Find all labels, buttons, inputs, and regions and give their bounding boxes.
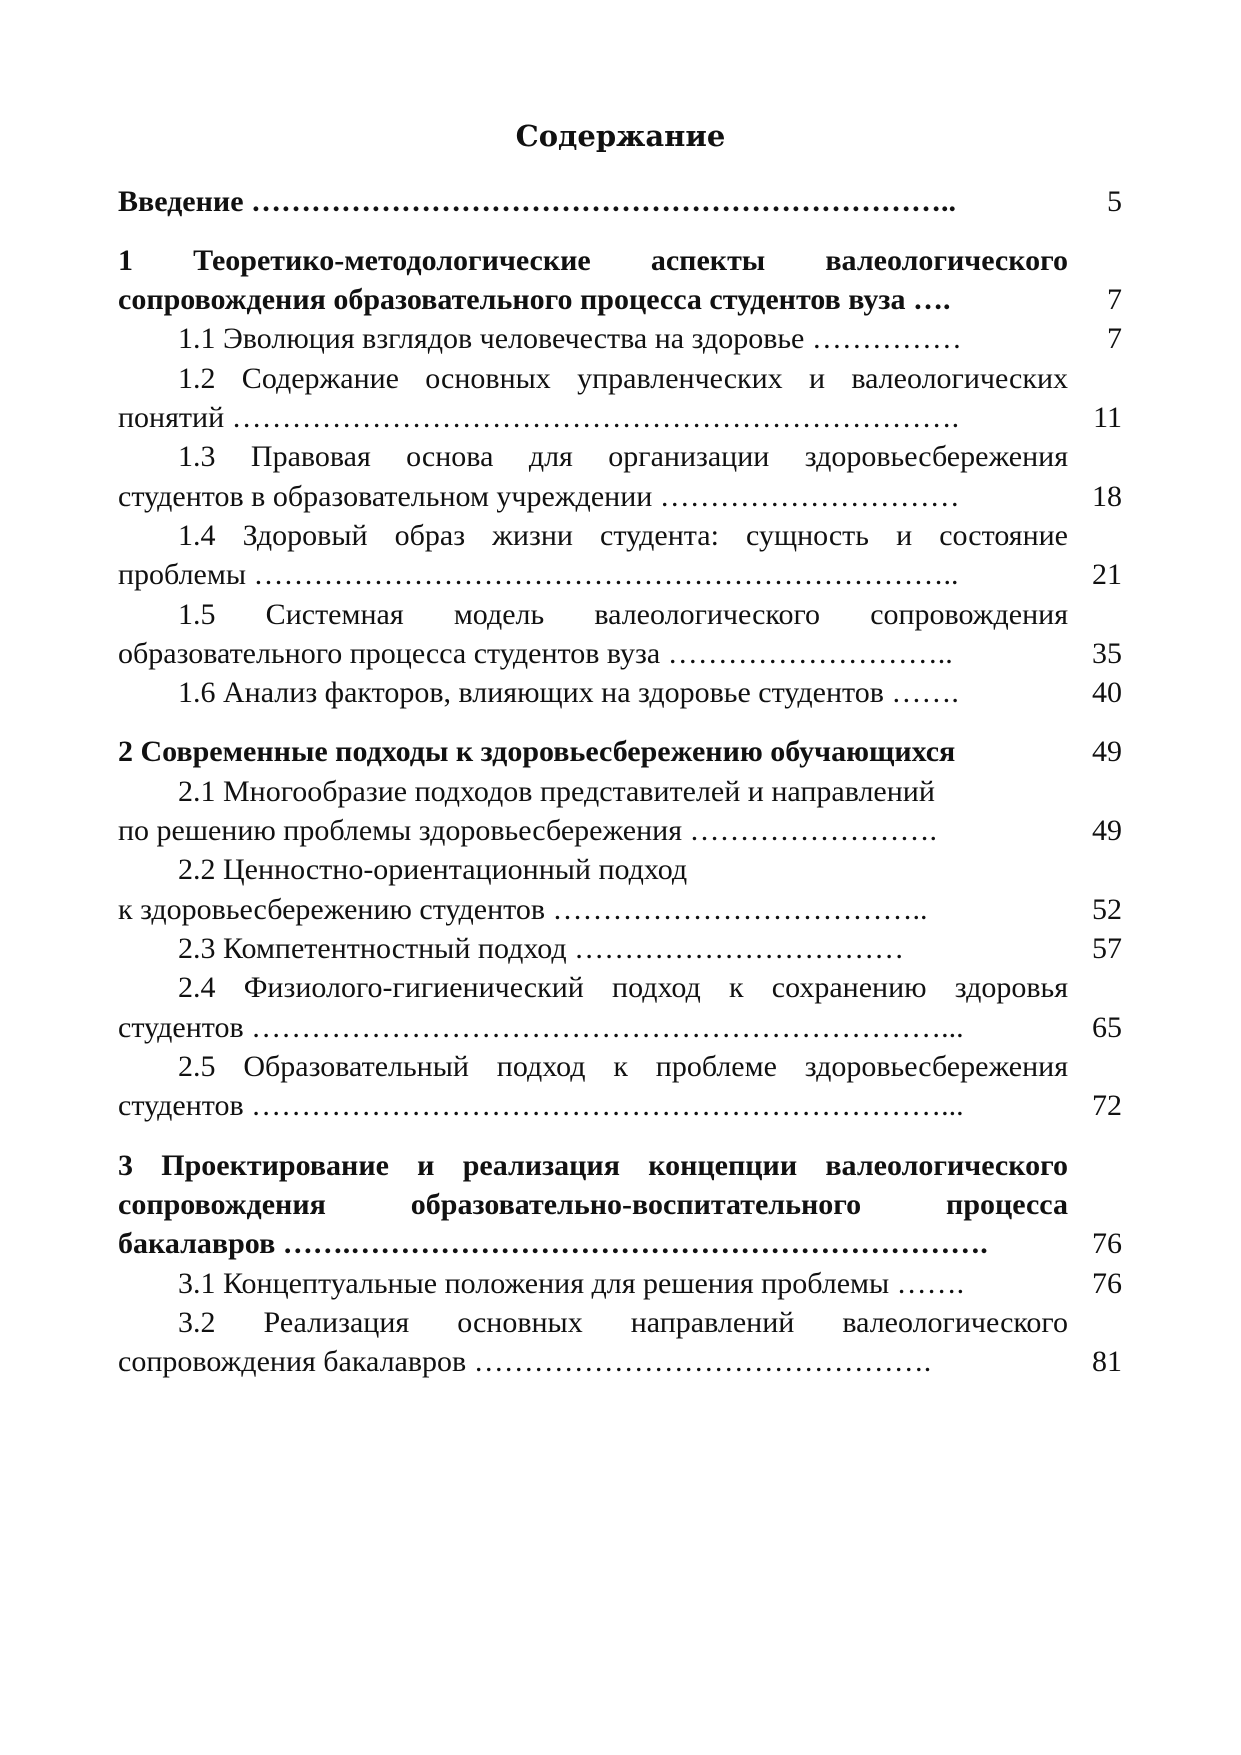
toc-page-number: 81 [1092, 1345, 1122, 1378]
toc-page-number: 49 [1092, 735, 1122, 768]
toc-entry-2-4-cont: студентов ……………………………………………………………... [118, 1011, 964, 1044]
toc-entry-chapter-3-cont: сопровождения образовательно-воспитательного процесса [118, 1188, 1068, 1221]
page-title: Содержание [515, 119, 726, 153]
toc-page-number: 57 [1092, 932, 1122, 965]
toc-entry-1-4-cont: проблемы …………………………………………………………….. [118, 558, 959, 591]
toc-entry-1-2: 1.2 Содержание основных управленческих и валеологических [178, 362, 1068, 395]
toc-page-number: 40 [1092, 676, 1122, 709]
toc-entry-1-6: 1.6 Анализ факторов, влияющих на здоровье студентов ……. [178, 676, 959, 709]
toc-entry-1-5-cont: образовательного процесса студентов вуза ……………………….. [118, 637, 953, 670]
toc-entry-chapter-2: 2 Современные подходы к здоровьесбережению обучающихся [118, 735, 956, 768]
toc-entry-1-4: 1.4 Здоровый образ жизни студента: сущность и состояние [178, 519, 1068, 552]
toc-page-number: 35 [1092, 637, 1122, 670]
toc-entry-2-2-cont: к здоровьесбережению студентов ……………………………….. [118, 893, 928, 926]
toc-page-number: 72 [1092, 1089, 1122, 1122]
toc-page-number: 5 [1107, 185, 1122, 218]
toc-entry-2-3: 2.3 Компетентностный подход …………………………… [178, 932, 905, 965]
toc-entry-2-1-cont: по решению проблемы здоровьесбережения ……………………. [118, 814, 938, 847]
toc-page-number: 76 [1092, 1267, 1122, 1300]
toc-entry-chapter-1: 1 Теоретико-методологические аспекты валеологического [118, 244, 1068, 277]
toc-page-number: 52 [1092, 893, 1122, 926]
toc-entry-1-1: 1.1 Эволюция взглядов человечества на здоровье …………… [178, 322, 962, 355]
toc-page-number: 18 [1092, 480, 1122, 513]
toc-entry-2-4: 2.4 Физиолого-гигиенический подход к сохранению здоровья [178, 971, 1068, 1004]
toc-entry-1-3-cont: студентов в образовательном учреждении ………………………… [118, 480, 960, 513]
toc-entry-chapter-1-cont: сопровождения образовательного процесса студентов вуза …. [118, 283, 951, 316]
toc-page-number: 11 [1093, 401, 1122, 434]
toc-page-number: 49 [1092, 814, 1122, 847]
toc-entry-3-2-cont: сопровождения бакалавров ………………………………………. [118, 1345, 932, 1378]
toc-entry-1-5: 1.5 Системная модель валеологического сопровождения [178, 598, 1068, 631]
toc-entry-1-3: 1.3 Правовая основа для организации здоровьесбережения [178, 440, 1068, 473]
toc-entry-3-1: 3.1 Концептуальные положения для решения проблемы ……. [178, 1267, 965, 1300]
toc-entry-2-2: 2.2 Ценностно-ориентационный подход [178, 853, 688, 886]
toc-page-number: 65 [1092, 1011, 1122, 1044]
toc-page-number: 7 [1107, 283, 1122, 316]
toc-entry-2-5: 2.5 Образовательный подход к проблеме здоровьесбережения [178, 1050, 1068, 1083]
toc-page-number: 21 [1092, 558, 1122, 591]
toc-page-number: 7 [1107, 322, 1122, 355]
toc-entry-3-2: 3.2 Реализация основных направлений валеологического [178, 1306, 1068, 1339]
toc-entry-chapter-3: 3 Проектирование и реализация концепции валеологического [118, 1149, 1068, 1182]
toc-page-number: 76 [1092, 1227, 1122, 1260]
toc-entry-2-5-cont: студентов ……………………………………………………………... [118, 1089, 964, 1122]
toc-entry-2-1: 2.1 Многообразие подходов представителей и направлений [178, 775, 935, 808]
toc-entry-chapter-3-end: бакалавров …….………………………………………………………. [118, 1227, 988, 1260]
toc-entry-intro: Введение …………………………………………………………….. [118, 185, 957, 218]
toc-entry-1-2-cont: понятий ………………………………………………………………. [118, 401, 960, 434]
